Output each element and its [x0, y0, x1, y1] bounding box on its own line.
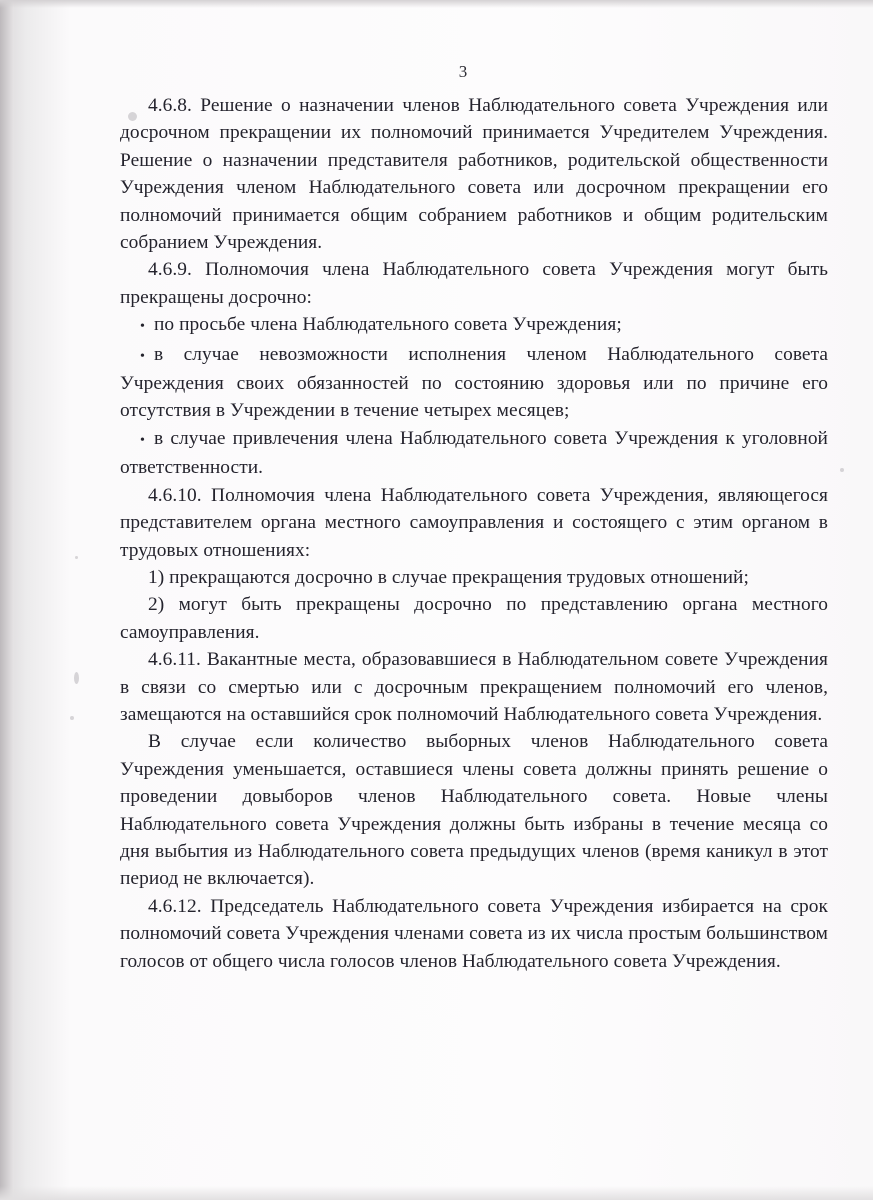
bullet-icon: •	[140, 319, 145, 335]
list-item	[120, 341, 828, 425]
by-election-paragraph: В случае если количество выборных членов Наблюдательного совета Учреждения уменьшается, оставшиеся члены совета должны принять решение о проведении довыборов членов Наблюдательного совета. Новые члены Наблюдательного совета Учреждения должны быть избраны в течение месяца со дня выбытия из Наблюдательного совета предыдущих членов (время каникул в этот период не включается).	[120, 731, 828, 890]
list-item-text: по просьбе члена Наблюдательного совета Учреждения;	[154, 314, 622, 336]
list-item	[120, 311, 828, 340]
list-item	[120, 425, 828, 482]
document-body	[120, 92, 828, 975]
page-number: 3	[458, 62, 468, 81]
bottom-edge-shadow	[0, 1186, 873, 1200]
sub-item-2: 2) могут быть прекращены досрочно по представлению органа местного самоуправления.	[120, 594, 828, 643]
bullet-icon: •	[140, 432, 145, 448]
sub-item-1: 1) прекращаются досрочно в случае прекращения трудовых отношений;	[148, 566, 749, 588]
clause-4-6-8: 4.6.8. Решение о назначении членов Наблюдательного совета Учреждения или досрочном прекращении их полномочий принимается Учредителем Учреждения. Решение о назначении представителя работников, родительской общественности Учреждения членом Наблюдательного совета или досрочном прекращении его полномочий принимается общим собранием работников и общим родительским собранием Учреждения.	[120, 95, 828, 254]
clause-4-6-11: 4.6.11. Вакантные места, образовавшиеся в Наблюдательном совете Учреждения в связи со смертью или с досрочным прекращением полномочий его членов, замещаются на оставшийся срок полномочий Наблюдательного совета Учреждения.	[120, 649, 828, 725]
bullet-icon: •	[140, 348, 145, 364]
binding-shadow	[0, 0, 14, 1200]
list-item-text: в случае невозможности исполнения членом Наблюдательного совета Учреждения своих обязанностей по состоянию здоровья или по причине его отсутствия в Учреждении в течение четырех месяцев;	[120, 343, 828, 422]
clause-4-6-10: 4.6.10. Полномочия члена Наблюдательного совета Учреждения, являющегося представителем органа местного самоуправления и состоящего с этим органом в трудовых отношениях:	[120, 484, 828, 561]
scan-speck	[74, 672, 79, 684]
scan-speck	[75, 556, 78, 559]
top-edge-shadow	[0, 0, 873, 8]
scan-speck	[70, 716, 74, 720]
clause-4-6-12: 4.6.12. Председатель Наблюдательного совета Учреждения избирается на срок полномочий совета Учреждения членами совета из их числа простым большинством голосов от общего числа голосов членов Наблюдательного совета Учреждения.	[120, 895, 828, 972]
scan-speck	[840, 468, 844, 472]
list-item-text: в случае привлечения члена Наблюдательного совета Учреждения к уголовной ответственности.	[120, 427, 828, 479]
clause-4-6-9: 4.6.9. Полномочия члена Наблюдательного совета Учреждения могут быть прекращены досрочно:	[120, 259, 828, 308]
